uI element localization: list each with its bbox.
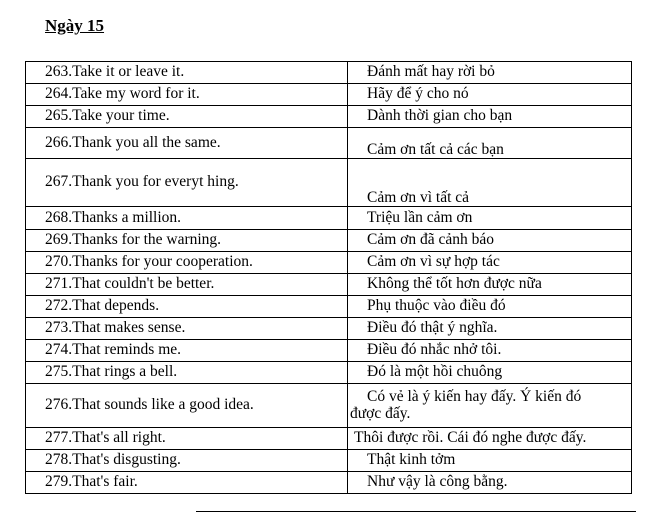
phrase-english: 273.That makes sense. (26, 318, 348, 340)
phrase-vietnamese-line2: được đấy. (350, 404, 411, 422)
phrase-english: 277.That's all right. (26, 428, 348, 450)
phrase-english: 268.Thanks a million. (26, 207, 348, 230)
table-row (26, 252, 632, 274)
phrase-english: 264.Take my word for it. (26, 84, 348, 106)
phrase-vietnamese: Phụ thuộc vào điều đó (348, 296, 632, 318)
table-row (26, 340, 632, 362)
phrase-english: 279.That's fair. (26, 472, 348, 494)
phrase-english: 267.Thank you for everyt hing. (26, 159, 348, 207)
table-row (26, 362, 632, 384)
phrase-vietnamese-line1: Có vẻ là ý kiến hay đấy. Ý kiến đó (367, 388, 582, 406)
phrase-english: 272.That depends. (26, 296, 348, 318)
phrase-vietnamese: Thật kinh tởm (348, 450, 632, 472)
phrase-table (25, 61, 632, 494)
phrase-vietnamese: Như vậy là công bằng. (348, 472, 632, 494)
phrase-vietnamese (348, 384, 632, 428)
table-row (26, 428, 632, 450)
phrase-english: 263.Take it or leave it. (26, 62, 348, 84)
table-row (26, 274, 632, 296)
table-row (26, 128, 632, 159)
phrase-english: 265.Take your time. (26, 106, 348, 128)
phrase-english: 271.That couldn't be better. (26, 274, 348, 296)
phrase-vietnamese: Không thể tốt hơn được nữa (348, 274, 632, 296)
phrase-english: 269.Thanks for the warning. (26, 230, 348, 252)
table-row (26, 62, 632, 84)
phrase-vietnamese: Đó là một hồi chuông (348, 362, 632, 384)
table-row (26, 84, 632, 106)
table-row (26, 230, 632, 252)
phrase-vietnamese: Triệu lần cảm ơn (348, 207, 632, 230)
table-row (26, 318, 632, 340)
day-heading: Ngày 15 (45, 16, 105, 35)
phrase-english: 276.That sounds like a good idea. (26, 384, 348, 428)
phrase-vietnamese: Đánh mất hay rời bỏ (348, 62, 632, 84)
phrase-vietnamese: Cảm ơn vì sự hợp tác (348, 252, 632, 274)
phrase-vietnamese: Cảm ơn tất cả các bạn (348, 128, 632, 159)
table-row (26, 207, 632, 230)
phrase-english: 270.Thanks for your cooperation. (26, 252, 348, 274)
footer-rule (196, 511, 636, 512)
phrase-vietnamese: Dành thời gian cho bạn (348, 106, 632, 128)
phrase-english: 275.That rings a bell. (26, 362, 348, 384)
table-row (26, 106, 632, 128)
phrase-vietnamese: Cảm ơn đã cảnh báo (348, 230, 632, 252)
table-row (26, 384, 632, 428)
phrase-vietnamese: Thôi được rồi. Cái đó nghe được đấy. (348, 428, 632, 450)
phrase-english: 278.That's disgusting. (26, 450, 348, 472)
phrase-vietnamese: Cảm ơn vì tất cả (348, 159, 632, 207)
phrase-vietnamese: Hãy để ý cho nó (348, 84, 632, 106)
phrase-vietnamese: Điều đó thật ý nghĩa. (348, 318, 632, 340)
table-row (26, 296, 632, 318)
table-row (26, 450, 632, 472)
phrase-english: 274.That reminds me. (26, 340, 348, 362)
phrase-english: 266.Thank you all the same. (26, 128, 348, 159)
table-row (26, 159, 632, 207)
phrase-vietnamese: Điều đó nhắc nhở tôi. (348, 340, 632, 362)
table-row (26, 472, 632, 494)
